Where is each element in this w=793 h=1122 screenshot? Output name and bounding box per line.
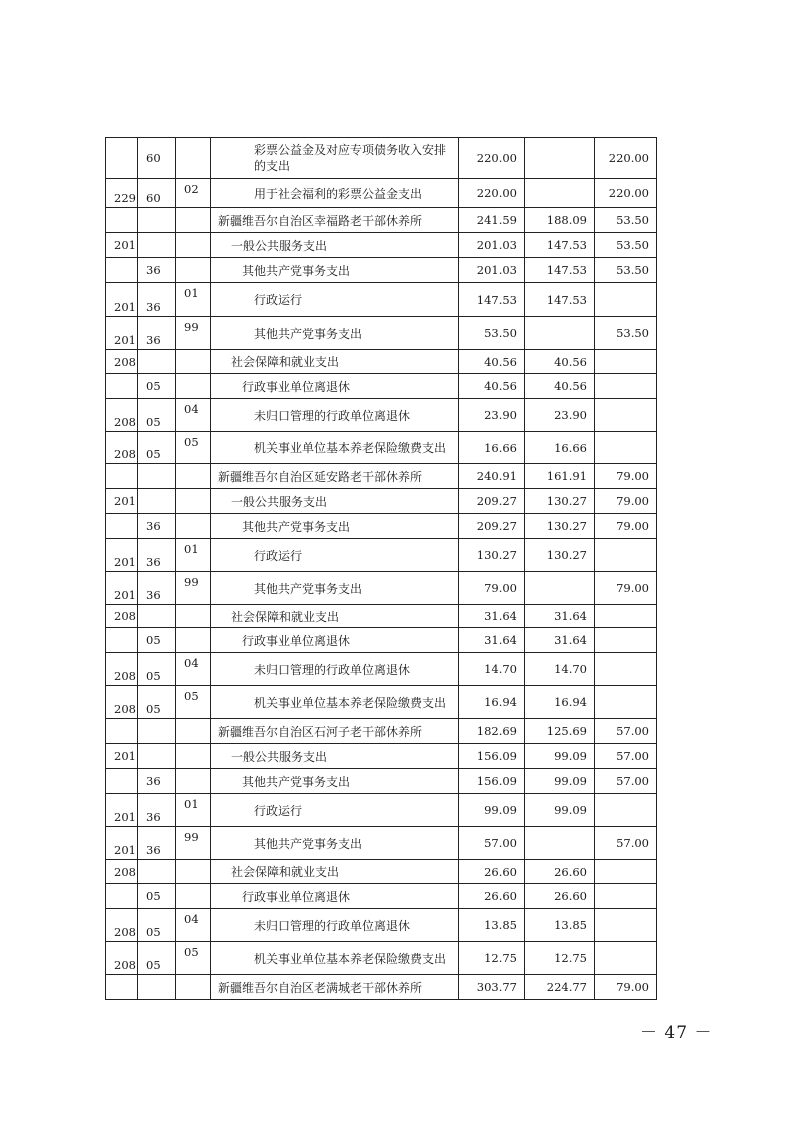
subitem-code-cell: 05 [176, 686, 211, 719]
total-amount-cell: 201.03 [459, 258, 525, 283]
total-amount-cell: 57.00 [459, 827, 525, 860]
project-expenditure-cell [595, 539, 657, 572]
table-row [106, 653, 657, 686]
table-row [106, 464, 657, 489]
subitem-code-cell: 01 [176, 539, 211, 572]
project-expenditure-cell [595, 794, 657, 827]
project-expenditure-cell [595, 884, 657, 909]
project-expenditure-cell [595, 374, 657, 399]
basic-expenditure-cell: 23.90 [525, 399, 595, 432]
subject-name-cell: 一般公共服务支出 [211, 489, 459, 514]
project-expenditure-cell: 79.00 [595, 572, 657, 605]
item-code-cell [138, 208, 176, 233]
project-expenditure-cell [595, 605, 657, 628]
subject-name-cell: 未归口管理的行政单位离退休 [211, 653, 459, 686]
subitem-code-cell [176, 138, 211, 179]
project-expenditure-cell [595, 283, 657, 317]
subject-name-cell: 机关事业单位基本养老保险缴费支出 [211, 942, 459, 975]
basic-expenditure-cell: 130.27 [525, 539, 595, 572]
basic-expenditure-cell: 40.56 [525, 350, 595, 374]
table-row [106, 827, 657, 860]
class-code-cell: 208 [106, 686, 138, 719]
basic-expenditure-cell: 40.56 [525, 374, 595, 399]
table-row [106, 514, 657, 539]
item-code-cell [138, 350, 176, 374]
total-amount-cell: 53.50 [459, 317, 525, 350]
total-amount-cell: 12.75 [459, 942, 525, 975]
class-code-cell: 201 [106, 794, 138, 827]
subitem-code-cell [176, 884, 211, 909]
subitem-code-cell [176, 769, 211, 794]
subitem-code-cell [176, 374, 211, 399]
subject-name-cell: 新疆维吾尔自治区老满城老干部休养所 [211, 975, 459, 1000]
class-code-cell: 201 [106, 827, 138, 860]
basic-expenditure-cell: 13.85 [525, 909, 595, 942]
total-amount-cell: 23.90 [459, 399, 525, 432]
table-row [106, 942, 657, 975]
class-code-cell [106, 514, 138, 539]
total-amount-cell: 99.09 [459, 794, 525, 827]
basic-expenditure-cell: 14.70 [525, 653, 595, 686]
item-code-cell: 05 [138, 686, 176, 719]
project-expenditure-cell [595, 909, 657, 942]
total-amount-cell: 26.60 [459, 884, 525, 909]
table-row [106, 350, 657, 374]
table-row [106, 605, 657, 628]
total-amount-cell: 40.56 [459, 374, 525, 399]
table-row [106, 572, 657, 605]
item-code-cell: 05 [138, 884, 176, 909]
class-code-cell: 229 [106, 179, 138, 208]
subject-name-cell: 其他共产党事务支出 [211, 258, 459, 283]
subject-name-cell: 其他共产党事务支出 [211, 572, 459, 605]
project-expenditure-cell: 57.00 [595, 769, 657, 794]
item-code-cell: 05 [138, 399, 176, 432]
class-code-cell: 208 [106, 860, 138, 884]
subitem-code-cell [176, 233, 211, 258]
subject-name-cell: 新疆维吾尔自治区延安路老干部休养所 [211, 464, 459, 489]
subitem-code-cell [176, 628, 211, 653]
total-amount-cell: 147.53 [459, 283, 525, 317]
table-row [106, 138, 657, 179]
subitem-code-cell: 04 [176, 653, 211, 686]
subitem-code-cell [176, 208, 211, 233]
project-expenditure-cell: 53.50 [595, 258, 657, 283]
basic-expenditure-cell: 147.53 [525, 283, 595, 317]
table-row [106, 909, 657, 942]
total-amount-cell: 16.66 [459, 432, 525, 464]
table-row [106, 719, 657, 744]
total-amount-cell: 240.91 [459, 464, 525, 489]
total-amount-cell: 31.64 [459, 605, 525, 628]
item-code-cell: 05 [138, 432, 176, 464]
subject-name-cell: 新疆维吾尔自治区幸福路老干部休养所 [211, 208, 459, 233]
class-code-cell [106, 258, 138, 283]
class-code-cell: 208 [106, 399, 138, 432]
subject-name-cell: 行政事业单位离退休 [211, 628, 459, 653]
subitem-code-cell: 04 [176, 909, 211, 942]
project-expenditure-cell: 53.50 [595, 208, 657, 233]
table-row [106, 539, 657, 572]
class-code-cell [106, 719, 138, 744]
total-amount-cell: 14.70 [459, 653, 525, 686]
item-code-cell [138, 464, 176, 489]
subject-name-cell: 行政运行 [211, 794, 459, 827]
table-row [106, 179, 657, 208]
subitem-code-cell [176, 719, 211, 744]
subitem-code-cell: 04 [176, 399, 211, 432]
class-code-cell: 208 [106, 605, 138, 628]
project-expenditure-cell [595, 942, 657, 975]
table-row [106, 769, 657, 794]
subitem-code-cell [176, 860, 211, 884]
class-code-cell: 201 [106, 489, 138, 514]
project-expenditure-cell: 79.00 [595, 975, 657, 1000]
class-code-cell [106, 628, 138, 653]
total-amount-cell: 182.69 [459, 719, 525, 744]
subject-name-cell: 社会保障和就业支出 [211, 605, 459, 628]
project-expenditure-cell: 57.00 [595, 827, 657, 860]
table-row [106, 233, 657, 258]
subject-name-cell: 行政运行 [211, 539, 459, 572]
project-expenditure-cell: 220.00 [595, 138, 657, 179]
total-amount-cell: 31.64 [459, 628, 525, 653]
subitem-code-cell: 99 [176, 317, 211, 350]
basic-expenditure-cell: 26.60 [525, 884, 595, 909]
basic-expenditure-cell: 188.09 [525, 208, 595, 233]
basic-expenditure-cell: 99.09 [525, 769, 595, 794]
basic-expenditure-cell: 130.27 [525, 489, 595, 514]
project-expenditure-cell: 57.00 [595, 744, 657, 769]
item-code-cell: 60 [138, 138, 176, 179]
basic-expenditure-cell [525, 827, 595, 860]
item-code-cell: 05 [138, 628, 176, 653]
class-code-cell [106, 769, 138, 794]
project-expenditure-cell [595, 860, 657, 884]
item-code-cell [138, 489, 176, 514]
basic-expenditure-cell: 16.94 [525, 686, 595, 719]
item-code-cell [138, 975, 176, 1000]
subitem-code-cell: 01 [176, 283, 211, 317]
subject-name-cell: 用于社会福利的彩票公益金支出 [211, 179, 459, 208]
subject-name-cell: 彩票公益金及对应专项债务收入安排的支出 [211, 138, 459, 179]
item-code-cell: 05 [138, 374, 176, 399]
class-code-cell: 208 [106, 909, 138, 942]
item-code-cell: 05 [138, 653, 176, 686]
item-code-cell: 36 [138, 827, 176, 860]
project-expenditure-cell [595, 686, 657, 719]
basic-expenditure-cell: 16.66 [525, 432, 595, 464]
table-row [106, 744, 657, 769]
item-code-cell [138, 233, 176, 258]
basic-expenditure-cell: 26.60 [525, 860, 595, 884]
table-row [106, 374, 657, 399]
subitem-code-cell [176, 258, 211, 283]
class-code-cell: 208 [106, 350, 138, 374]
item-code-cell: 36 [138, 572, 176, 605]
class-code-cell: 208 [106, 653, 138, 686]
total-amount-cell: 156.09 [459, 744, 525, 769]
item-code-cell: 36 [138, 794, 176, 827]
project-expenditure-cell [595, 432, 657, 464]
total-amount-cell: 241.59 [459, 208, 525, 233]
subitem-code-cell: 02 [176, 179, 211, 208]
basic-expenditure-cell: 31.64 [525, 628, 595, 653]
subject-name-cell: 行政运行 [211, 283, 459, 317]
subitem-code-cell [176, 975, 211, 1000]
subject-name-cell: 其他共产党事务支出 [211, 827, 459, 860]
class-code-cell: 201 [106, 283, 138, 317]
subitem-code-cell: 01 [176, 794, 211, 827]
basic-expenditure-cell: 224.77 [525, 975, 595, 1000]
subitem-code-cell: 05 [176, 942, 211, 975]
subitem-code-cell [176, 744, 211, 769]
subject-name-cell: 行政事业单位离退休 [211, 884, 459, 909]
class-code-cell [106, 374, 138, 399]
table-row [106, 489, 657, 514]
basic-expenditure-cell [525, 179, 595, 208]
total-amount-cell: 16.94 [459, 686, 525, 719]
table-row [106, 432, 657, 464]
total-amount-cell: 209.27 [459, 489, 525, 514]
item-code-cell: 36 [138, 539, 176, 572]
project-expenditure-cell: 57.00 [595, 719, 657, 744]
basic-expenditure-cell [525, 317, 595, 350]
project-expenditure-cell: 53.50 [595, 317, 657, 350]
total-amount-cell: 13.85 [459, 909, 525, 942]
subject-name-cell: 其他共产党事务支出 [211, 769, 459, 794]
class-code-cell: 201 [106, 572, 138, 605]
total-amount-cell: 201.03 [459, 233, 525, 258]
table-row [106, 399, 657, 432]
subitem-code-cell: 99 [176, 827, 211, 860]
basic-expenditure-cell [525, 138, 595, 179]
subject-name-cell: 未归口管理的行政单位离退休 [211, 399, 459, 432]
item-code-cell: 05 [138, 909, 176, 942]
item-code-cell: 36 [138, 317, 176, 350]
basic-expenditure-cell: 31.64 [525, 605, 595, 628]
basic-expenditure-cell: 12.75 [525, 942, 595, 975]
total-amount-cell: 130.27 [459, 539, 525, 572]
table-body [106, 138, 657, 1000]
table-row [106, 628, 657, 653]
subject-name-cell: 一般公共服务支出 [211, 233, 459, 258]
basic-expenditure-cell: 161.91 [525, 464, 595, 489]
subject-name-cell: 未归口管理的行政单位离退休 [211, 909, 459, 942]
project-expenditure-cell [595, 350, 657, 374]
project-expenditure-cell [595, 653, 657, 686]
class-code-cell [106, 208, 138, 233]
class-code-cell [106, 464, 138, 489]
subitem-code-cell [176, 605, 211, 628]
total-amount-cell: 303.77 [459, 975, 525, 1000]
total-amount-cell: 220.00 [459, 179, 525, 208]
total-amount-cell: 220.00 [459, 138, 525, 179]
table-row [106, 208, 657, 233]
item-code-cell [138, 860, 176, 884]
table-row [106, 283, 657, 317]
subject-name-cell: 社会保障和就业支出 [211, 860, 459, 884]
item-code-cell: 36 [138, 283, 176, 317]
project-expenditure-cell: 220.00 [595, 179, 657, 208]
table-row [106, 794, 657, 827]
subject-name-cell: 机关事业单位基本养老保险缴费支出 [211, 686, 459, 719]
basic-expenditure-cell: 147.53 [525, 258, 595, 283]
item-code-cell: 36 [138, 514, 176, 539]
class-code-cell: 201 [106, 233, 138, 258]
subject-name-cell: 一般公共服务支出 [211, 744, 459, 769]
project-expenditure-cell: 79.00 [595, 489, 657, 514]
class-code-cell: 208 [106, 432, 138, 464]
basic-expenditure-cell: 99.09 [525, 794, 595, 827]
total-amount-cell: 79.00 [459, 572, 525, 605]
budget-expenditure-table [105, 137, 657, 1000]
subject-name-cell: 机关事业单位基本养老保险缴费支出 [211, 432, 459, 464]
item-code-cell [138, 719, 176, 744]
project-expenditure-cell [595, 399, 657, 432]
subitem-code-cell [176, 514, 211, 539]
total-amount-cell: 40.56 [459, 350, 525, 374]
subject-name-cell: 其他共产党事务支出 [211, 317, 459, 350]
class-code-cell [106, 138, 138, 179]
item-code-cell: 36 [138, 258, 176, 283]
subject-name-cell: 社会保障和就业支出 [211, 350, 459, 374]
basic-expenditure-cell [525, 572, 595, 605]
subitem-code-cell: 99 [176, 572, 211, 605]
subitem-code-cell [176, 489, 211, 514]
project-expenditure-cell: 53.50 [595, 233, 657, 258]
subitem-code-cell [176, 350, 211, 374]
basic-expenditure-cell: 125.69 [525, 719, 595, 744]
subitem-code-cell: 05 [176, 432, 211, 464]
item-code-cell [138, 605, 176, 628]
table-row [106, 860, 657, 884]
item-code-cell [138, 744, 176, 769]
table-row [106, 686, 657, 719]
class-code-cell: 201 [106, 539, 138, 572]
basic-expenditure-cell: 99.09 [525, 744, 595, 769]
table-row [106, 317, 657, 350]
subitem-code-cell [176, 464, 211, 489]
project-expenditure-cell [595, 628, 657, 653]
table-row [106, 884, 657, 909]
basic-expenditure-cell: 130.27 [525, 514, 595, 539]
class-code-cell [106, 975, 138, 1000]
project-expenditure-cell: 79.00 [595, 464, 657, 489]
item-code-cell: 36 [138, 769, 176, 794]
class-code-cell: 201 [106, 744, 138, 769]
class-code-cell: 201 [106, 317, 138, 350]
item-code-cell: 60 [138, 179, 176, 208]
total-amount-cell: 156.09 [459, 769, 525, 794]
item-code-cell: 05 [138, 942, 176, 975]
table-row [106, 258, 657, 283]
project-expenditure-cell: 79.00 [595, 514, 657, 539]
page-number: － 47 － [640, 1023, 713, 1043]
subject-name-cell: 行政事业单位离退休 [211, 374, 459, 399]
class-code-cell: 208 [106, 942, 138, 975]
subject-name-cell: 新疆维吾尔自治区石河子老干部休养所 [211, 719, 459, 744]
class-code-cell [106, 884, 138, 909]
total-amount-cell: 26.60 [459, 860, 525, 884]
subject-name-cell: 其他共产党事务支出 [211, 514, 459, 539]
table-row [106, 975, 657, 1000]
total-amount-cell: 209.27 [459, 514, 525, 539]
basic-expenditure-cell: 147.53 [525, 233, 595, 258]
